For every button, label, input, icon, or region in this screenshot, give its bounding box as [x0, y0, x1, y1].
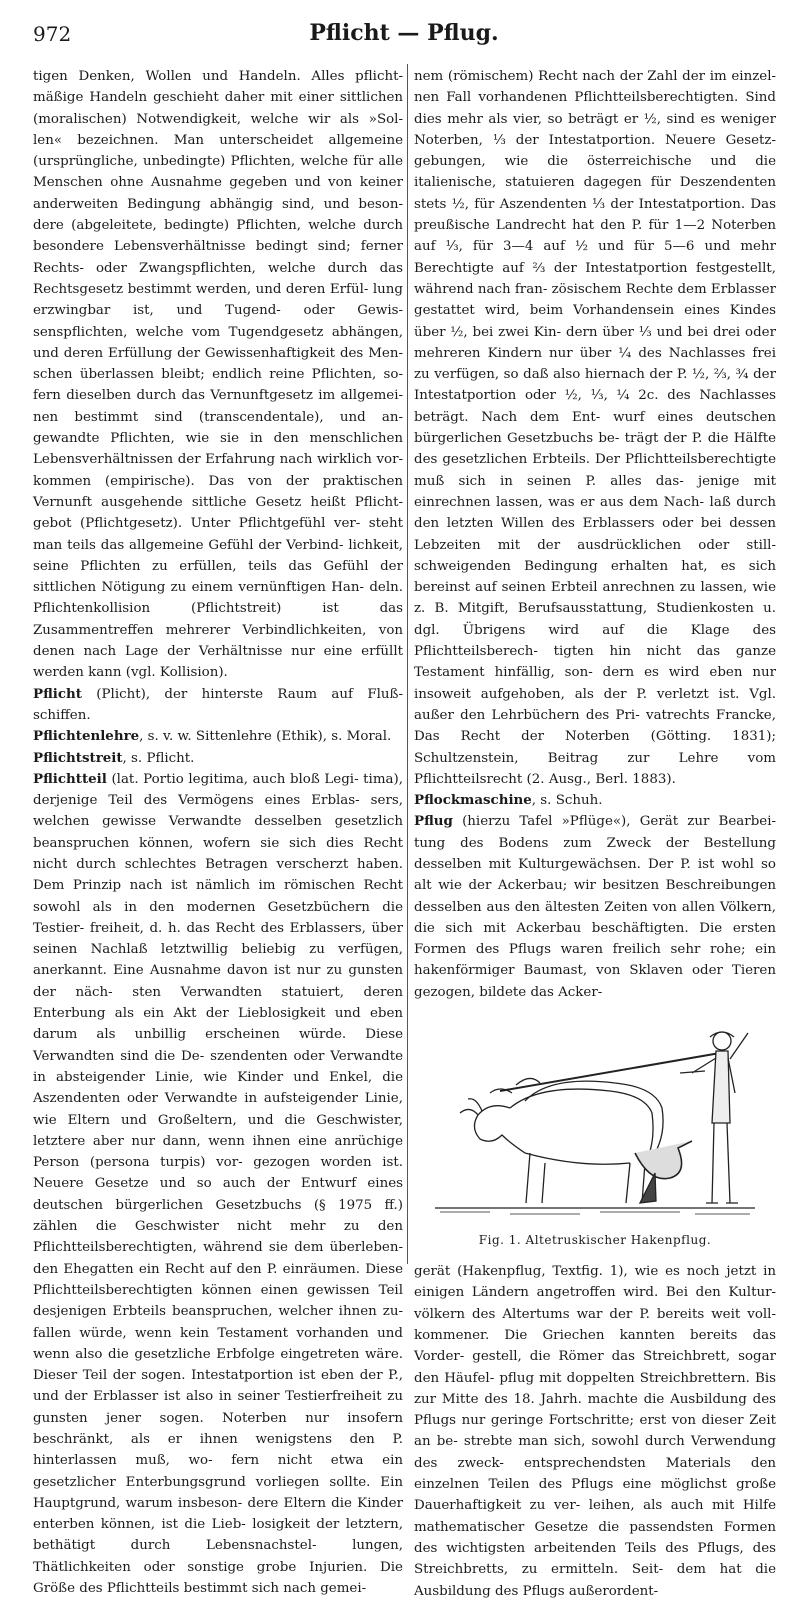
entry-text: , s. Schuh.: [531, 793, 603, 809]
page-number: 972: [33, 22, 72, 46]
entry-pflichtteil: [33, 769, 403, 1600]
plough-illustration: [430, 1013, 760, 1228]
entry-pflug: [414, 811, 776, 1003]
entry-headword: Pflockmaschine: [414, 792, 532, 809]
entry-pflockmaschine: [414, 790, 776, 811]
page-title: Pflicht — Pflug.: [309, 20, 499, 46]
paragraph: nem (römischem) Recht nach der Zahl der im einzel- nen Fall vorhandenen Pflichtteilsberechtigten. Sind dies mehr als vier, so beträgt er ½, sind es weniger Noterben, ⅓ der Intestatportion. Neuere Gesetz- gebungen, wie die österreichische und die italienische, statuieren dagegen für Deszendenten stets ½, für Aszendenten ⅓ der Intestatportion. Das preußische Landrecht hat den P. für 1—2 Noterben auf ⅓, für 3—4 auf ½ und für 5—6 und mehr Berechtigte auf ⅔ der Intestatportion festgestellt, während nach fran- zösischem Rechte dem Erblasser gestattet wird, beim Vorhandensein eines Kindes über ½, bei zwei Kin- dern über ⅓ und bei drei oder mehreren Kindern nur über ¼ des Nachlasses frei zu verfügen, so daß also hiernach der P. ½, ⅔, ¾ der Intestatportion oder ½, ⅓, ¼ 2c. des Nachlasses beträgt. Nach dem Ent- wurf eines deutschen bürgerlichen Gesetzbuchs be- trägt der P. die Hälfte des gesetzlichen Erbteils. Der Pflichtteilsberechtigte muß sich in seinen P. alles das- jenige mit einrechnen lassen, was er aus dem Nach- laß durch den letzten Willen des Erblassers oder bei dessen Lebzeiten mit der ausdrücklichen oder still- schweigenden Bedingung erhalten hat, es sich bereinst auf seinen Erbteil anrechnen zu lassen, wie z. B. Mitgift, Berufsausstattung, Studienkosten u. dgl. Übrigens wird auf die Klage des Pflichtteilsberech- tigten hin nicht das ganze Testament hinfällig, son- dern es wird eben nur insoweit aufgehoben, als der P. verletzt ist. Vgl. außer den Lehrbüchern des Pri- vatrechts Francke, Das Recht der Noterben (Götting. 1831); Schultzenstein, Beitrag zur Lehre vom Pflichtteilsrecht (2. Ausg., Berl. 1883).: [414, 69, 776, 787]
column-divider: [407, 64, 408, 1264]
right-column: [414, 66, 776, 1602]
entry-headword: Pflichtteil: [33, 770, 107, 787]
entry-text: (Plicht), der hinterste Raum auf Fluß- schiffen.: [33, 686, 403, 723]
entry-text: , s. v. w. Sittenlehre (Ethik), s. Moral.: [139, 729, 392, 745]
paragraph: tigen Denken, Wollen und Handeln. Alles pflicht- mäßige Handeln geschieht daher mit einer sittlichen (moralischen) Notwendigkeit, welche wir als »Sol- len« bezeichnen. Man unterscheidet allgemeine (ursprüngliche, unbedingte) Pflichten, welche für alle Menschen ohne Ausnahme gegeben und von keiner anderweiten Bedingung abhängig sind, und beson- dere (abgeleitete, bedingte) Pflichten, welche durch besondere Lebensverhältnisse bedingt sind; ferner Rechts- oder Zwangspflichten, welche durch das Rechtsgesetz bestimmt werden, und deren Erfül- lung erzwingbar ist, und Tugend- oder Gewis- senspflichten, welche vom Tugendgesetz abhängen, und deren Erfüllung der Gewissenhaftigkeit des Men- schen überlassen bleibt; endlich reine Pflichten, so- fern dieselben durch das Vernunftgesetz im allgemei- nen bestimmt sind (transcendentale), und an- gewandte Pflichten, wie sie in den menschlichen Lebensverhältnissen der Erfahrung nach wirklich vor- kommen (empirische). Das von der praktischen Vernunft ausgehende sittliche Gesetz heißt Pflicht- gebot (Pflichtgesetz). Unter Pflichtgefühl ver- steht man teils das allgemeine Gefühl der Verbind- lichkeit, seine Pflichten zu erfüllen, teils das Gefühl der sittlichen Nötigung zu einem vernünftigen Han- deln. Pflichtenkollision (Pflichtstreit) ist das Zusammentreffen mehrerer Verbindlichkeiten, von denen nach Lage der Verhältnisse nur eine erfüllt werden kann (vgl. Kollision).: [33, 69, 403, 681]
entry-headword: Pflug: [414, 813, 453, 830]
entry-text: , s. Pflicht.: [122, 750, 195, 766]
page-header: [33, 14, 775, 50]
entry-headword: Pflichtenlehre: [33, 728, 140, 745]
entry-headword: Pflicht: [33, 685, 82, 702]
paragraph: gerät (Hakenpflug, Textfig. 1), wie es noch jetzt in einigen Ländern angetroffen wird. Bei den Kultur- völkern des Altertums war der P. bereits weit voll- kommener. Die Griechen kannten bereits das Vorder- gestell, die Römer das Streichbrett, sogar den Häufel- pflug mit doppelten Streichbrettern. Bis zur Mitte des 18. Jahrh. machte die Ausbildung des Pflugs nur geringe Fortschritte; erst von dieser Zeit an be- strebte man sich, sowohl durch Verwendung des zweck- entsprechendsten Materials den einzelnen Teilen des Pflugs eine möglichst große Dauerhaftigkeit zu ver- leihen, als auch mit Hilfe mathematischer Gesetze die passendsten Formen des wichtigsten arbeitenden Teils des Pflugs, des Streichbretts, zu ermitteln. Seit- dem hat die Ausbildung des Pflugs außerordent-: [414, 1264, 776, 1599]
entry-pflicht: [33, 684, 403, 727]
entry-text: (hierzu Tafel »Pflüge«), Gerät zur Bearbei- tung des Bodens zum Zweck der Bestellung desselben mit Kulturgewächsen. Der P. ist wohl so alt wie der Ackerbau; wir besitzen Beschreibungen desselben aus den ältesten Zeiten von allen Völkern, die sich mit Ackerbau beschäftigten. Die ersten Formen des Pflugs waren freilich sehr rohe; ein hakenförmiger Baumast, von Sklaven oder Tieren gezogen, bildete das Acker-: [414, 814, 776, 1000]
figure-caption: Fig. 1. Altetruskischer Hakenpflug.: [478, 1232, 712, 1247]
figure-plough: [414, 1007, 776, 1255]
entry-text: (lat. Portio legitima, auch bloß Legi- tima), derjenige Teil des Vermögens eines Erblas- sers, welchen gewisse Verwandte desselben gesetzlich beanspruchen können, wofern sie sich dies Recht nicht durch schlechtes Betragen verscherzt haben. Dem Prinzip nach ist nämlich im römischen Recht sowohl als in den modernen Gesetzbüchern die Testier- freiheit, d. h. das Recht des Erblassers, über seinen Nachlaß letztwillig beliebig zu verfügen, anerkannt. Eine Ausnahme davon ist nur zu gunsten der näch- sten Verwandten statuiert, deren Enterbung als ein Akt der Lieblosigkeit und eben darum als unbillig erscheinen würde. Diese Verwandten sind die De- szendenten oder Verwandte in absteigender Linie, wie Kinder und Enkel, die Aszendenten oder Verwandte in aufsteigender Linie, wie Eltern und Großeltern, und die Geschwister, letztere aber nur dann, wenn ihnen eine anrüchige Person (persona turpis) vor- gezogen worden ist. Neuere Gesetze und so auch der Entwurf eines deutschen bürgerlichen Gesetzbuchs (§ 1975 ff.) zählen die Geschwister nicht mehr zu den Pflichtteilsberechtigten, während sie dem überleben- den Ehegatten ein Recht auf den P. einräumen. Diese Pflichtteilsberechtigten können einen gewissen Teil desjenigen Erbteils beanspruchen, welcher ihnen zu- fallen würde, wenn kein Testament vorhanden und wenn also die gesetzliche Erbfolge eingetreten wäre. Dieser Teil der sogen. Intestatportion ist eben der P., und der Erblasser ist also in seiner Testierfreiheit zu gunsten jener sogen. Noterben nur insofern beschränkt, als er ihnen wenigstens den P. hinterlassen muß, wo- fern nicht etwa ein gesetzlicher Enterbungsgrund vorliegen sollte. Ein Hauptgrund, warum insbeson- dere Eltern die Kinder enterben können, ist die Lieb- losigkeit der letztern, bethätigt durch Lebensnachstel- lungen, Thätlichkeiten oder sonstige grobe Injurien. Die Größe des Pflichtteils bestimmt sich nach gemei-: [33, 771, 403, 1597]
entry-pflichtenlehre: [33, 726, 403, 747]
entry-pflichtstreit: [33, 748, 403, 769]
left-column: [33, 66, 403, 1599]
entry-headword: Pflichtstreit: [33, 749, 123, 766]
